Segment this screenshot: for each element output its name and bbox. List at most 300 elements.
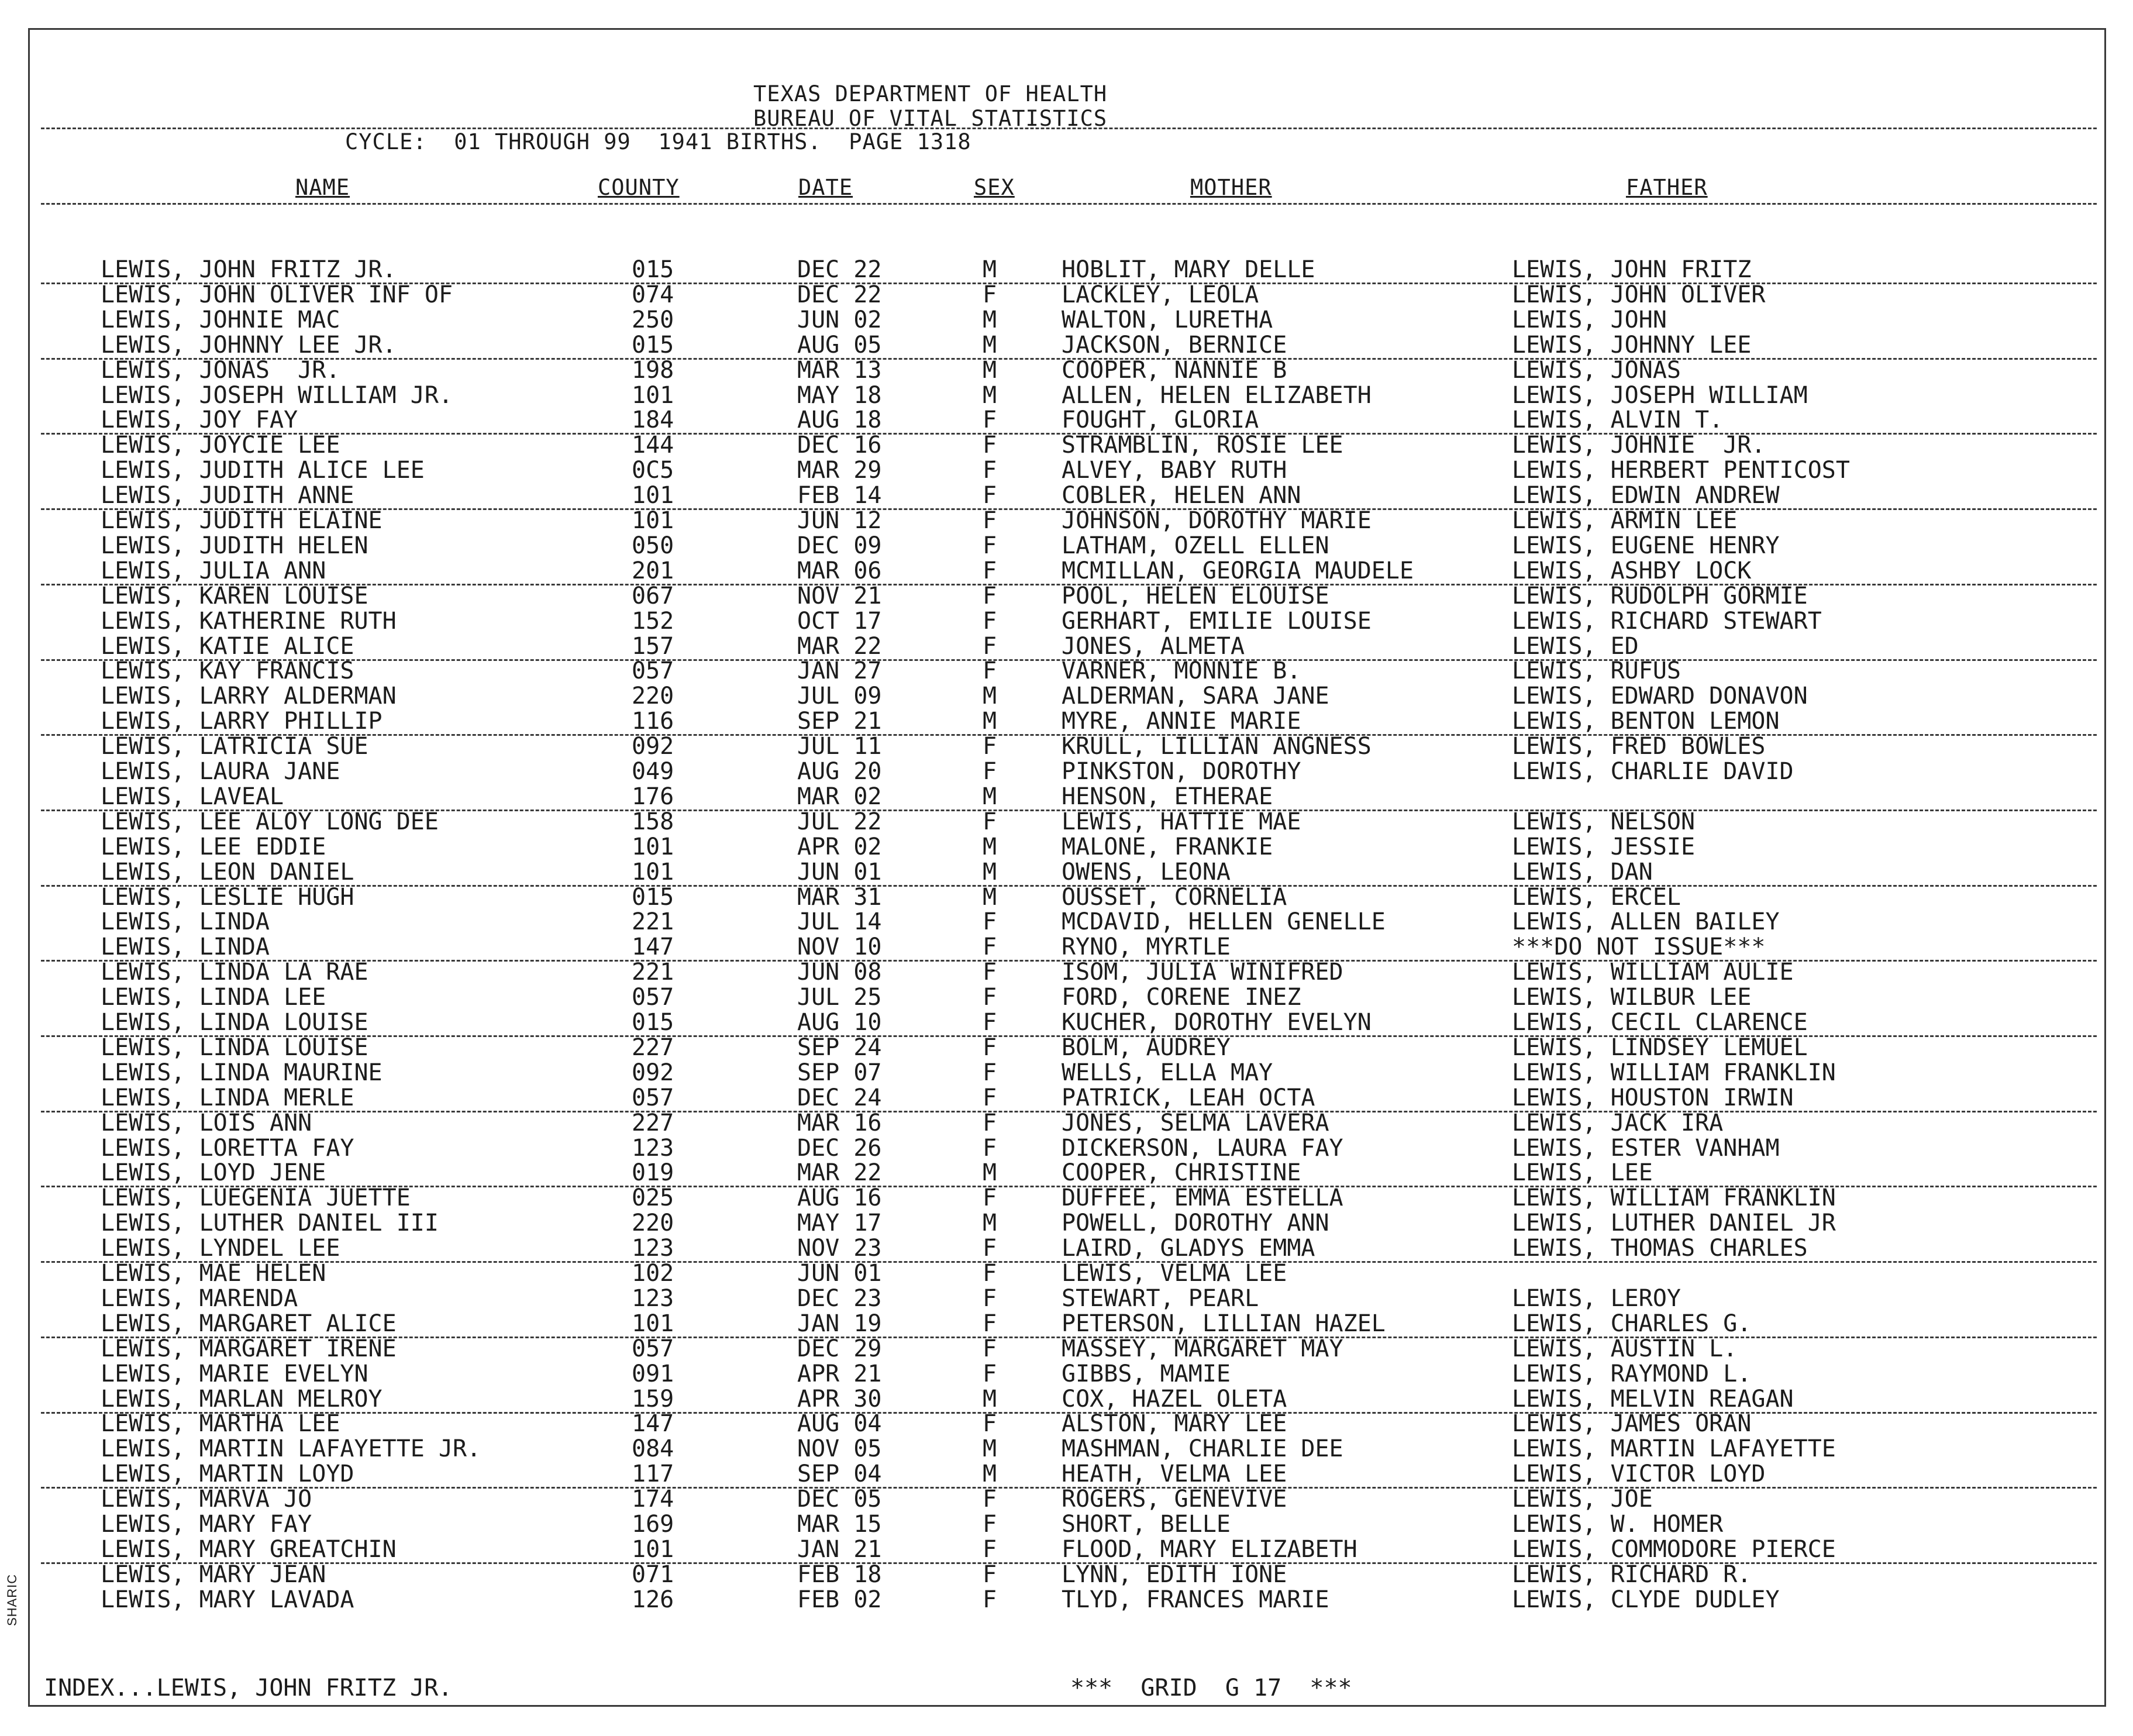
cell-father: LEWIS, CLYDE DUDLEY — [1512, 1586, 1780, 1613]
cell-date: OCT 17 — [797, 607, 882, 635]
table-row — [41, 935, 2097, 962]
table-row — [0, 659, 2133, 684]
cell-county: 015 — [632, 331, 674, 359]
cell-sex: M — [983, 1435, 997, 1463]
cell-father: LEWIS, LEE — [1512, 1159, 1653, 1187]
cell-name: LEWIS, LOYD JENE — [101, 1159, 326, 1187]
cell-mother: RYNO, MYRTLE — [1062, 934, 1231, 961]
cell-mother: JOHNSON, DOROTHY MARIE — [1062, 507, 1372, 534]
cell-sex: F — [983, 1284, 997, 1312]
cell-county: 117 — [632, 1461, 674, 1488]
cell-date: JUL 14 — [797, 908, 882, 936]
cell-name: LEWIS, JULIA ANN — [101, 557, 326, 584]
cell-name: LEWIS, KATIE ALICE — [101, 632, 354, 660]
cell-sex: F — [983, 1586, 997, 1613]
cell-county: 123 — [632, 1284, 674, 1312]
cell-sex: M — [983, 833, 997, 860]
table-row — [41, 1387, 2097, 1414]
cell-county: 147 — [632, 1410, 674, 1438]
cell-mother: OWENS, LEONA — [1062, 858, 1231, 886]
cell-county: 101 — [632, 858, 674, 886]
cell-date: SEP 21 — [797, 708, 882, 735]
cell-name: LEWIS, JOSEPH WILLIAM JR. — [101, 381, 453, 409]
table-row — [41, 1462, 2097, 1489]
table-row — [0, 885, 2133, 910]
cell-county: 015 — [632, 256, 674, 283]
cell-name: LEWIS, JOHNNY LEE JR. — [101, 331, 397, 359]
cell-mother: LATHAM, OZELL ELLEN — [1062, 532, 1329, 559]
cell-county: 126 — [632, 1586, 674, 1613]
cell-mother: FLOOD, MARY ELIZABETH — [1062, 1535, 1357, 1563]
table-row — [0, 684, 2133, 709]
cell-date: DEC 22 — [797, 281, 882, 308]
cell-county: 074 — [632, 281, 674, 308]
cell-sex: F — [983, 1235, 997, 1262]
cell-mother: TLYD, FRANCES MARIE — [1062, 1586, 1329, 1613]
cell-sex: F — [983, 457, 997, 484]
cell-sex: F — [983, 1009, 997, 1036]
cell-father: LEWIS, CHARLIE DAVID — [1512, 758, 1794, 785]
cell-name: LEWIS, MARGARET ALICE — [101, 1310, 397, 1337]
cell-father: LEWIS, RICHARD STEWART — [1512, 607, 1822, 635]
cell-sex: F — [983, 1134, 997, 1162]
cell-mother: PETERSON, LILLIAN HAZEL — [1062, 1310, 1386, 1337]
cell-mother: ALVEY, BABY RUTH — [1062, 457, 1287, 484]
table-row — [41, 1160, 2097, 1187]
cell-sex: F — [983, 507, 997, 534]
cell-sex: F — [983, 1535, 997, 1563]
table-row — [41, 1010, 2097, 1037]
cell-mother: GERHART, EMILIE LOUISE — [1062, 607, 1372, 635]
cell-date: MAR 06 — [797, 557, 882, 584]
cell-county: 102 — [632, 1260, 674, 1287]
cell-sex: M — [983, 256, 997, 283]
table-row — [0, 533, 2133, 559]
cell-father: LEWIS, JOHNNY LEE — [1512, 331, 1752, 359]
cell-name: LEWIS, LINDA MERLE — [101, 1084, 354, 1111]
table-row — [0, 1411, 2133, 1437]
cell-name: LEWIS, JOHNIE MAC — [101, 306, 340, 333]
cell-county: 071 — [632, 1561, 674, 1588]
cell-name: LEWIS, MARY FAY — [101, 1511, 312, 1538]
cell-county: 057 — [632, 984, 674, 1011]
cell-name: LEWIS, LEE ALOY LONG DEE — [101, 808, 439, 835]
cell-mother: HEATH, VELMA LEE — [1062, 1461, 1287, 1488]
cell-sex: M — [983, 356, 997, 384]
cell-father: LEWIS, MARTIN LAFAYETTE — [1512, 1435, 1836, 1463]
cell-mother: OUSSET, CORNELIA — [1062, 883, 1287, 911]
cell-date: MAY 18 — [797, 381, 882, 409]
table-row — [0, 358, 2133, 383]
cell-county: 057 — [632, 657, 674, 685]
cell-sex: F — [983, 557, 997, 584]
cell-date: JUN 02 — [797, 306, 882, 333]
cell-mother: ALSTON, MARY LEE — [1062, 1410, 1287, 1438]
cell-sex: M — [983, 1461, 997, 1488]
cell-sex: F — [983, 1260, 997, 1287]
table-row — [41, 1537, 2097, 1564]
table-row — [0, 960, 2133, 985]
cell-county: 158 — [632, 808, 674, 835]
cell-sex: M — [983, 683, 997, 710]
table-row — [0, 910, 2133, 935]
cell-name: LEWIS, MARTIN LOYD — [101, 1461, 354, 1488]
cell-county: 025 — [632, 1184, 674, 1212]
table-row — [0, 1587, 2133, 1613]
cell-name: LEWIS, LOIS ANN — [101, 1109, 312, 1136]
cell-sex: F — [983, 1310, 997, 1337]
cell-mother: GIBBS, MAMIE — [1062, 1360, 1231, 1387]
cell-date: DEC 09 — [797, 532, 882, 559]
cell-name: LEWIS, MAE HELEN — [101, 1260, 326, 1287]
table-row — [0, 433, 2133, 458]
cell-county: 092 — [632, 733, 674, 760]
cell-mother: JACKSON, BERNICE — [1062, 331, 1287, 359]
cell-mother: STEWART, PEARL — [1062, 1284, 1259, 1312]
cell-sex: F — [983, 482, 997, 509]
cell-county: 015 — [632, 1009, 674, 1036]
cell-county: 159 — [632, 1385, 674, 1413]
cell-sex: F — [983, 532, 997, 559]
cell-father: LEWIS, RICHARD R. — [1512, 1561, 1752, 1588]
cell-sex: M — [983, 858, 997, 886]
cell-sex: M — [983, 708, 997, 735]
cell-name: LEWIS, LUTHER DANIEL III — [101, 1210, 439, 1237]
cell-sex: F — [983, 1034, 997, 1061]
cell-mother: ISOM, JULIA WINIFRED — [1062, 959, 1343, 986]
cell-name: LEWIS, JOHN FRITZ JR. — [101, 256, 397, 283]
table-row — [0, 1211, 2133, 1236]
cell-county: 050 — [632, 532, 674, 559]
cell-sex: F — [983, 407, 997, 434]
cell-date: JUL 25 — [797, 984, 882, 1011]
cell-name: LEWIS, LINDA LA RAE — [101, 959, 368, 986]
table-row — [0, 1337, 2133, 1362]
cell-name: LEWIS, LINDA — [101, 934, 270, 961]
cell-mother: LYNN, EDITH IONE — [1062, 1561, 1287, 1588]
cell-sex: F — [983, 959, 997, 986]
cell-date: JUL 22 — [797, 808, 882, 835]
cell-name: LEWIS, LORETTA FAY — [101, 1134, 354, 1162]
cell-date: DEC 29 — [797, 1335, 882, 1362]
cell-sex: F — [983, 657, 997, 685]
cell-father: LEWIS, JAMES ORAN — [1512, 1410, 1752, 1438]
table-row — [41, 784, 2097, 811]
table-row — [0, 1111, 2133, 1136]
cell-county: 147 — [632, 934, 674, 961]
cell-county: 084 — [632, 1435, 674, 1463]
cell-father: LEWIS, JONAS — [1512, 356, 1681, 384]
table-row — [41, 1086, 2097, 1112]
table-row — [0, 810, 2133, 835]
cell-name: LEWIS, JOYCIE LEE — [101, 432, 340, 459]
cell-father: LEWIS, EDWIN ANDREW — [1512, 482, 1780, 509]
cell-mother: KRULL, LILLIAN ANGNESS — [1062, 733, 1372, 760]
cell-sex: F — [983, 1360, 997, 1387]
cell-mother: MCDAVID, HELLEN GENELLE — [1062, 908, 1386, 936]
cell-name: LEWIS, MARENDA — [101, 1284, 298, 1312]
table-row — [0, 759, 2133, 784]
cell-name: LEWIS, JUDITH ANNE — [101, 482, 354, 509]
cell-county: 101 — [632, 381, 674, 409]
cell-mother: DICKERSON, LAURA FAY — [1062, 1134, 1343, 1162]
cell-county: 221 — [632, 959, 674, 986]
cell-mother: FOUGHT, GLORIA — [1062, 407, 1259, 434]
cell-county: 101 — [632, 507, 674, 534]
cell-sex: F — [983, 1059, 997, 1086]
agency-title: TEXAS DEPARTMENT OF HEALTH — [753, 81, 1108, 106]
cell-sex: M — [983, 306, 997, 333]
cell-father: LEWIS, COMMODORE PIERCE — [1512, 1535, 1836, 1563]
cell-father: LEWIS, FRED BOWLES — [1512, 733, 1766, 760]
cell-county: 184 — [632, 407, 674, 434]
cell-date: MAR 16 — [797, 1109, 882, 1136]
cell-county: 227 — [632, 1034, 674, 1061]
cell-name: LEWIS, LARRY PHILLIP — [101, 708, 383, 735]
cell-county: 101 — [632, 482, 674, 509]
table-row — [0, 458, 2133, 483]
cell-sex: F — [983, 733, 997, 760]
table-row — [0, 1035, 2133, 1060]
table-row — [41, 1236, 2097, 1263]
table-row — [41, 1311, 2097, 1338]
cell-mother: WALTON, LURETHA — [1062, 306, 1273, 333]
table-row — [0, 1437, 2133, 1462]
cell-mother: KUCHER, DOROTHY EVELYN — [1062, 1009, 1372, 1036]
cell-date: JAN 21 — [797, 1535, 882, 1563]
cell-name: LEWIS, LATRICIA SUE — [101, 733, 368, 760]
cell-father: LEWIS, THOMAS CHARLES — [1512, 1235, 1808, 1262]
cell-date: NOV 23 — [797, 1235, 882, 1262]
table-row — [0, 1487, 2133, 1512]
cell-sex: M — [983, 1385, 997, 1413]
cell-name: LEWIS, LINDA LOUISE — [101, 1034, 368, 1061]
cell-father: LEWIS, CECIL CLARENCE — [1512, 1009, 1808, 1036]
grid-line: *** GRID G 17 *** — [1070, 1675, 1352, 1701]
cell-mother: MALONE, FRANKIE — [1062, 833, 1273, 860]
cell-county: 144 — [632, 432, 674, 459]
cell-mother: HENSON, ETHERAE — [1062, 783, 1273, 810]
table-row — [41, 709, 2097, 736]
cell-county: 049 — [632, 758, 674, 785]
table-row — [0, 985, 2133, 1010]
cell-county: 101 — [632, 833, 674, 860]
cell-date: AUG 16 — [797, 1184, 882, 1212]
cell-date: NOV 05 — [797, 1435, 882, 1463]
cell-father: LEWIS, ALVIN T. — [1512, 407, 1724, 434]
cell-mother: COBLER, HELEN ANN — [1062, 482, 1301, 509]
index-line: INDEX...LEWIS, JOHN FRITZ JR. — [44, 1675, 453, 1701]
cell-mother: WELLS, ELLA MAY — [1062, 1059, 1273, 1086]
cell-date: APR 30 — [797, 1385, 882, 1413]
cell-father: LEWIS, DAN — [1512, 858, 1653, 886]
cell-sex: F — [983, 1109, 997, 1136]
table-row — [0, 1286, 2133, 1311]
cell-sex: F — [983, 1511, 997, 1538]
cell-sex: M — [983, 381, 997, 409]
cell-sex: F — [983, 934, 997, 961]
cell-mother: HOBLIT, MARY DELLE — [1062, 256, 1315, 283]
cell-date: JUN 01 — [797, 1260, 882, 1287]
cell-sex: M — [983, 883, 997, 911]
cell-sex: F — [983, 1335, 997, 1362]
cell-father: LEWIS, JOSEPH WILLIAM — [1512, 381, 1808, 409]
cell-date: FEB 14 — [797, 482, 882, 509]
cell-mother: ALDERMAN, SARA JANE — [1062, 683, 1329, 710]
cell-date: JUN 12 — [797, 507, 882, 534]
cell-father: LEWIS, JOE — [1512, 1486, 1653, 1513]
cell-name: LEWIS, LAVEAL — [101, 783, 284, 810]
column-header-mother: MOTHER — [1190, 175, 1272, 200]
cell-name: LEWIS, JUDITH ALICE LEE — [101, 457, 425, 484]
bureau-title: BUREAU OF VITAL STATISTICS — [753, 106, 1108, 131]
cell-name: LEWIS, LINDA — [101, 908, 270, 936]
cell-father: LEWIS, LINDSEY LEMUEL — [1512, 1034, 1808, 1061]
cell-mother: COX, HAZEL OLETA — [1062, 1385, 1287, 1413]
table-row — [41, 333, 2097, 360]
cell-date: NOV 21 — [797, 582, 882, 609]
cell-mother: FORD, CORENE INEZ — [1062, 984, 1301, 1011]
cell-mother: MCMILLAN, GEORGIA MAUDELE — [1062, 557, 1414, 584]
cell-name: LEWIS, KATHERINE RUTH — [101, 607, 397, 635]
cell-name: LEWIS, LINDA LOUISE — [101, 1009, 368, 1036]
cell-father: LEWIS, JOHN FRITZ — [1512, 256, 1752, 283]
column-header-father: FATHER — [1626, 175, 1708, 200]
cell-sex: F — [983, 1561, 997, 1588]
table-row — [41, 559, 2097, 585]
table-row — [41, 257, 2097, 284]
table-row — [0, 734, 2133, 759]
cell-mother: VARNER, MONNIE B. — [1062, 657, 1301, 685]
cell-name: LEWIS, LAURA JANE — [101, 758, 340, 785]
cell-father: LEWIS, ERCEL — [1512, 883, 1681, 911]
cell-mother: ROGERS, GENEVIVE — [1062, 1486, 1287, 1513]
cell-date: FEB 02 — [797, 1586, 882, 1613]
cell-county: 015 — [632, 883, 674, 911]
cell-father: LEWIS, WILLIAM FRANKLIN — [1512, 1059, 1836, 1086]
cell-county: 116 — [632, 708, 674, 735]
cell-father: LEWIS, AUSTIN L. — [1512, 1335, 1738, 1362]
cell-sex: F — [983, 908, 997, 936]
cell-name: LEWIS, JONAS JR. — [101, 356, 340, 384]
cell-mother: DUFFEE, EMMA ESTELLA — [1062, 1184, 1343, 1212]
cell-date: DEC 16 — [797, 432, 882, 459]
cell-father: LEWIS, EDWARD DONAVON — [1512, 683, 1808, 710]
cell-father: LEWIS, RAYMOND L. — [1512, 1360, 1752, 1387]
cell-county: 0C5 — [632, 457, 674, 484]
cell-date: AUG 05 — [797, 331, 882, 359]
cell-county: 057 — [632, 1084, 674, 1111]
cell-sex: F — [983, 607, 997, 635]
cell-date: FEB 18 — [797, 1561, 882, 1588]
cell-date: MAY 17 — [797, 1210, 882, 1237]
cell-county: 221 — [632, 908, 674, 936]
cell-sex: M — [983, 331, 997, 359]
cell-mother: LEWIS, VELMA LEE — [1062, 1260, 1287, 1287]
cell-date: SEP 04 — [797, 1461, 882, 1488]
cell-sex: M — [983, 783, 997, 810]
cell-father: LEWIS, JOHN — [1512, 306, 1667, 333]
table-row — [0, 1136, 2133, 1161]
cell-sex: F — [983, 1184, 997, 1212]
cell-sex: F — [983, 1084, 997, 1111]
cell-mother: BOLM, AUDREY — [1062, 1034, 1231, 1061]
cell-county: 174 — [632, 1486, 674, 1513]
table-row — [0, 508, 2133, 533]
cell-date: JUN 08 — [797, 959, 882, 986]
cell-county: 176 — [632, 783, 674, 810]
cell-name: LEWIS, LEON DANIEL — [101, 858, 354, 886]
cell-sex: F — [983, 632, 997, 660]
cell-county: 169 — [632, 1511, 674, 1538]
table-row — [0, 1362, 2133, 1387]
cell-mother: MASHMAN, CHARLIE DEE — [1062, 1435, 1343, 1463]
cell-mother: MASSEY, MARGARET MAY — [1062, 1335, 1343, 1362]
cell-date: MAR 13 — [797, 356, 882, 384]
cell-county: 198 — [632, 356, 674, 384]
cell-county: 019 — [632, 1159, 674, 1187]
cell-county: 157 — [632, 632, 674, 660]
cell-date: DEC 23 — [797, 1284, 882, 1312]
cell-sex: F — [983, 808, 997, 835]
cell-county: 123 — [632, 1235, 674, 1262]
table-row — [0, 835, 2133, 860]
cell-name: LEWIS, LARRY ALDERMAN — [101, 683, 397, 710]
cell-father: LEWIS, JOHN OLIVER — [1512, 281, 1766, 308]
cell-father: LEWIS, MELVIN REAGAN — [1512, 1385, 1794, 1413]
table-row — [0, 308, 2133, 333]
cell-date: MAR 15 — [797, 1511, 882, 1538]
cell-sex: M — [983, 1159, 997, 1187]
cell-name: LEWIS, JOHN OLIVER INF OF — [101, 281, 453, 308]
cell-father: LEWIS, ARMIN LEE — [1512, 507, 1738, 534]
table-row — [41, 483, 2097, 510]
table-row — [0, 383, 2133, 408]
cell-date: DEC 05 — [797, 1486, 882, 1513]
cell-sex: F — [983, 432, 997, 459]
cell-county: 201 — [632, 557, 674, 584]
cell-county: 123 — [632, 1134, 674, 1162]
cell-father: LEWIS, HOUSTON IRWIN — [1512, 1084, 1794, 1111]
cell-father: LEWIS, W. HOMER — [1512, 1511, 1724, 1538]
cell-mother: MYRE, ANNIE MARIE — [1062, 708, 1301, 735]
column-header-county: COUNTY — [598, 175, 680, 200]
cell-date: AUG 18 — [797, 407, 882, 434]
cell-county: 220 — [632, 683, 674, 710]
cell-date: MAR 31 — [797, 883, 882, 911]
table-row — [0, 283, 2133, 308]
cell-date: JUL 11 — [797, 733, 882, 760]
cell-date: SEP 24 — [797, 1034, 882, 1061]
column-header-rule — [41, 203, 2097, 205]
cell-father: LEWIS, RUDOLPH GORMIE — [1512, 582, 1808, 609]
cell-mother: POOL, HELEN ELOUISE — [1062, 582, 1329, 609]
cell-sex: F — [983, 758, 997, 785]
cell-father: LEWIS, WILLIAM AULIE — [1512, 959, 1794, 986]
cell-date: JAN 19 — [797, 1310, 882, 1337]
cell-mother: JONES, ALMETA — [1062, 632, 1245, 660]
cell-father: LEWIS, LEROY — [1512, 1284, 1681, 1312]
cell-name: LEWIS, MARIE EVELYN — [101, 1360, 368, 1387]
cell-father: LEWIS, LUTHER DANIEL JR — [1512, 1210, 1836, 1237]
cycle-line: CYCLE: 01 THROUGH 99 1941 BIRTHS. PAGE 1318 — [345, 129, 971, 154]
cell-name: LEWIS, MARTHA LEE — [101, 1410, 340, 1438]
cell-county: 220 — [632, 1210, 674, 1237]
table-row — [41, 408, 2097, 435]
cell-mother: JONES, SELMA LAVERA — [1062, 1109, 1329, 1136]
cell-sex: F — [983, 1410, 997, 1438]
cell-name: LEWIS, JUDITH ELAINE — [101, 507, 383, 534]
